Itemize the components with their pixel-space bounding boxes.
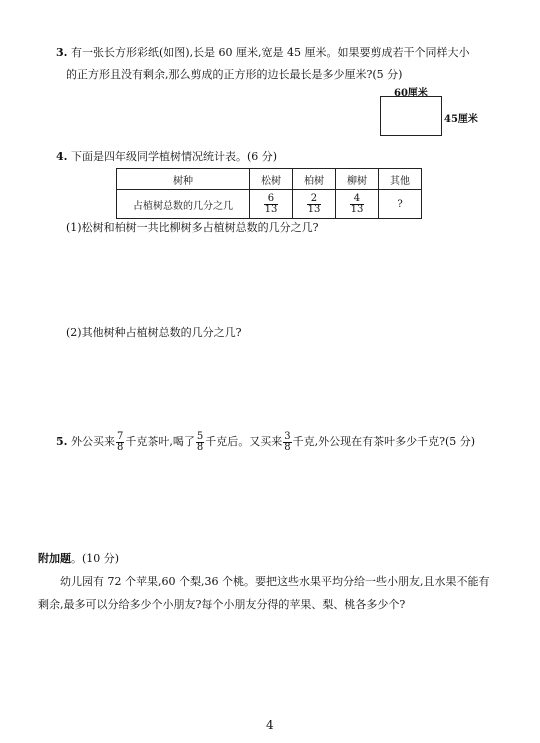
table-header-cell: 树种 — [117, 169, 250, 190]
tree-stats-table — [116, 168, 422, 219]
fraction-numerator: 3 — [284, 430, 291, 442]
fraction-denominator: 8 — [116, 441, 124, 453]
fraction-cell — [336, 190, 379, 219]
rect-height-label: 45厘米 — [444, 114, 478, 125]
fraction-denominator: 13 — [264, 203, 278, 215]
table-header-cell: 柳树 — [336, 169, 379, 190]
q5-text: 千克,外公现在有茶叶多少千克?(5 分) — [292, 435, 476, 448]
q3-text-line1: 有一张长方形彩纸(如图),长是 60 厘米,宽是 45 厘米。如果要剪成若干个同样大小 — [70, 46, 470, 59]
table-header-cell: 其他 — [379, 169, 422, 190]
fraction-denominator: 8 — [196, 441, 204, 453]
fraction-cell — [250, 190, 293, 219]
fraction-numerator: 6 — [264, 194, 279, 205]
fraction — [307, 194, 322, 215]
bonus-points: 。(10 分) — [71, 552, 120, 565]
q5-line — [56, 430, 475, 454]
q4-title: 下面是四年级同学植树情况统计表。(6 分) — [70, 150, 278, 163]
table-row — [117, 190, 422, 219]
q3-line1 — [56, 44, 470, 60]
fraction-numerator: 4 — [350, 194, 365, 205]
q3-text-line2: 的正方形且没有剩余,那么剪成的正方形的边长最长是多少厘米?(5 分) — [66, 68, 403, 81]
bonus-line1: 幼儿园有 72 个苹果,60 个梨,36 个桃。要把这些水果平均分给一些小朋友,且水果不能有 — [60, 575, 490, 588]
other-cell: ? — [379, 190, 422, 219]
q4-number: 4. — [56, 150, 68, 163]
q3-number: 3. — [56, 46, 68, 59]
fraction-denominator: 8 — [284, 441, 291, 453]
fraction-denominator: 13 — [307, 203, 321, 215]
q4-sub1: (1)松树和柏树一共比柳树多占植树总数的几分之几? — [66, 221, 319, 234]
fraction-numerator: 2 — [307, 194, 322, 205]
q4-title-line — [56, 148, 277, 164]
table-header-cell: 松树 — [250, 169, 293, 190]
fraction-denominator: 13 — [350, 203, 364, 215]
q4-sub2: (2)其他树种占植树总数的几分之几? — [66, 326, 242, 339]
q5-text: 千克茶叶,喝了 — [125, 435, 195, 448]
fraction — [350, 194, 365, 215]
table-header-row — [117, 169, 422, 190]
fraction — [116, 432, 124, 453]
q5-text: 外公买来 — [70, 435, 115, 448]
q5-number: 5. — [56, 435, 68, 448]
fraction-numerator: 7 — [116, 430, 124, 442]
fraction-cell — [293, 190, 336, 219]
fraction — [196, 432, 204, 453]
fraction-numerator: 5 — [196, 430, 204, 442]
fraction — [283, 432, 291, 453]
q5-text: 千克后。又买来 — [205, 435, 283, 448]
row-label-cell: 占植树总数的几分之几 — [117, 190, 250, 219]
bonus-line2: 剩余,最多可以分给多少个小朋友?每个小朋友分得的苹果、梨、桃各多少个? — [38, 598, 406, 611]
page-number: 4 — [266, 718, 274, 732]
table-header-cell: 柏树 — [293, 169, 336, 190]
bonus-title: 附加题 — [38, 552, 71, 565]
rectangle-figure — [380, 96, 442, 136]
fraction — [264, 194, 279, 215]
bonus-title-line — [38, 550, 119, 566]
rect-width-label: 60厘米 — [394, 88, 428, 99]
